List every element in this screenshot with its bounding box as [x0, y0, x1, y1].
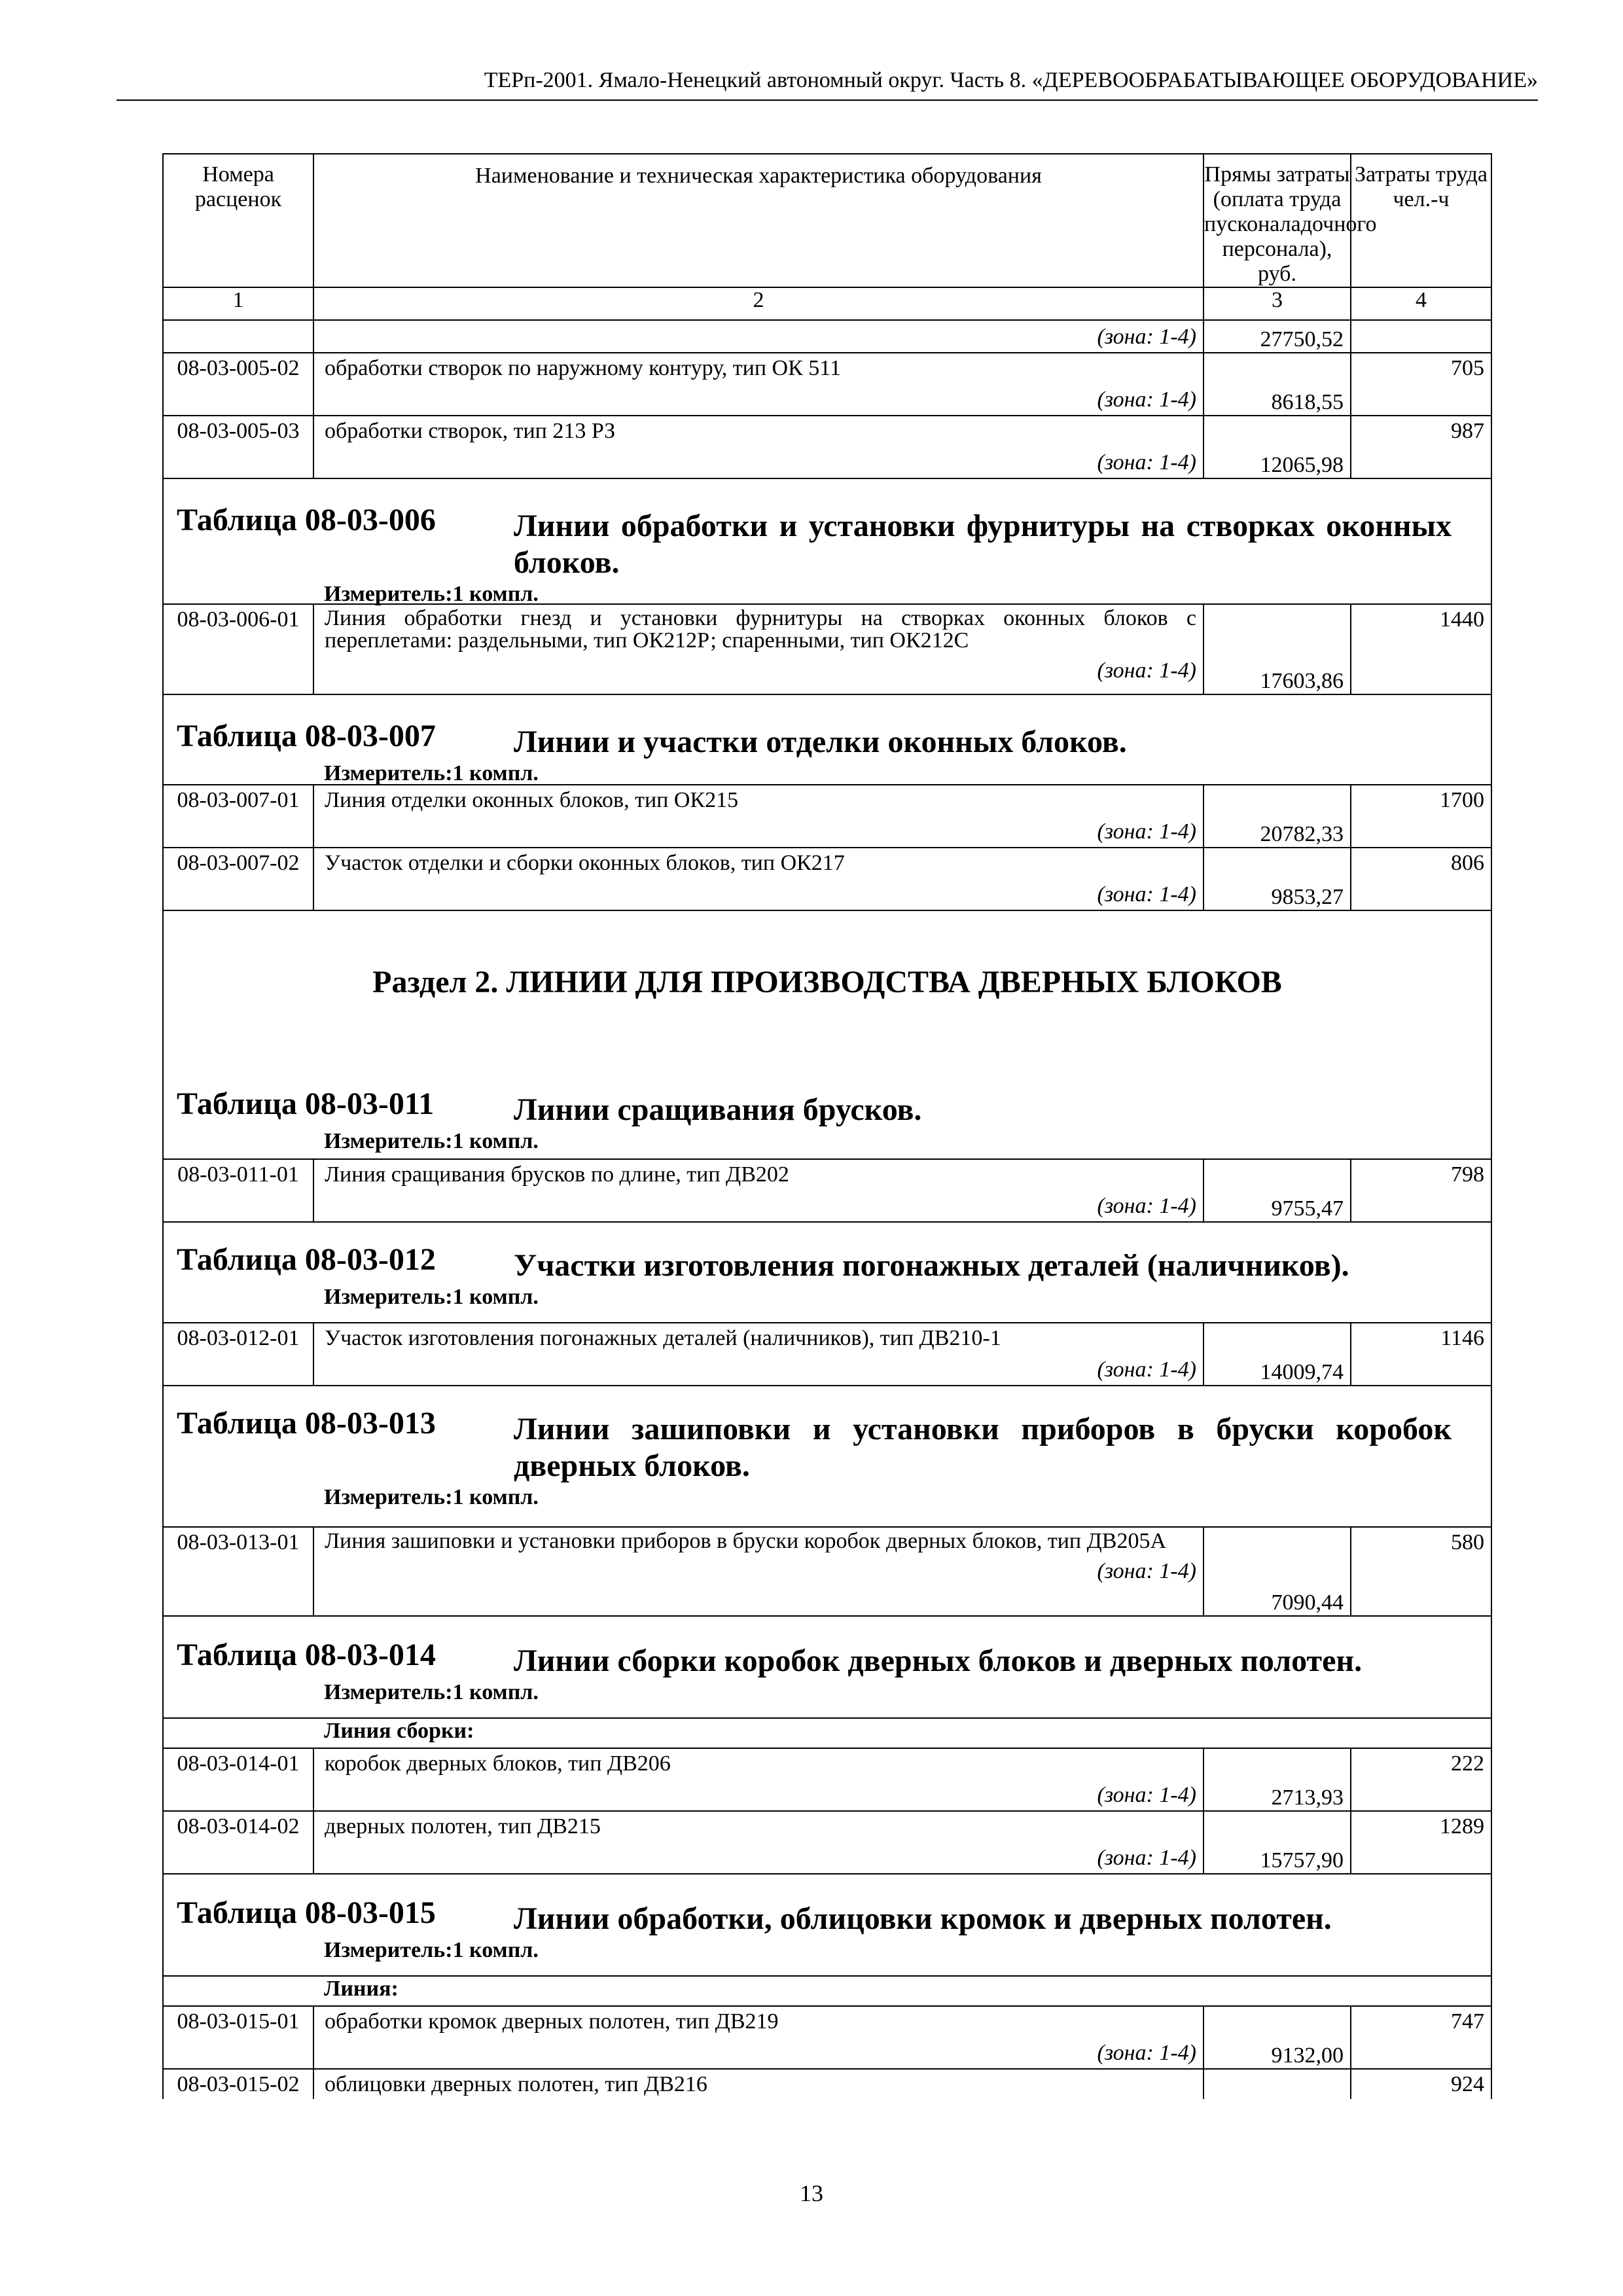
rate-labor: 747: [1351, 2006, 1491, 2069]
description-text: обработки створок по наружному контуру, тип ОК 511: [325, 356, 842, 380]
rate-code: 08-03-007-01: [163, 785, 313, 848]
rate-cost: 8618,55: [1204, 353, 1351, 416]
description-text: коробок дверных блоков, тип ДВ206: [325, 1751, 671, 1776]
rate-description: [313, 1159, 1204, 1222]
rate-labor: 1700: [1351, 785, 1491, 848]
rate-code: 08-03-014-02: [163, 1811, 313, 1874]
rate-code: [163, 320, 313, 353]
table-title-block: [163, 1222, 1491, 1323]
table-title-block: [163, 1386, 1491, 1527]
column-number: 4: [1351, 287, 1491, 320]
column-header-name: Наименование и техническая характеристика оборудования: [313, 154, 1204, 287]
rate-description: [313, 320, 1204, 353]
table-number: Таблица 08-03-011: [177, 1086, 435, 1121]
rate-labor: 222: [1351, 1748, 1491, 1811]
measure-unit: Измеритель:1 компл.: [324, 1285, 539, 1309]
rate-labor: 705: [1351, 353, 1491, 416]
rate-labor: 987: [1351, 416, 1491, 478]
rates-table: [162, 153, 1492, 2099]
table-title: Линии зашиповки и установки приборов в бруски коробок дверных блоков.: [514, 1412, 1452, 1483]
zone-label: (зона: 1-4): [1097, 1194, 1196, 1218]
description-text: Линия зашиповки и установки приборов в бруски коробок дверных блоков, тип ДВ205А: [325, 1529, 1167, 1553]
rate-cost: 15757,90: [1204, 1811, 1351, 1874]
table-header-row: [163, 154, 1491, 287]
rate-cost: [1204, 2069, 1351, 2099]
description-text: Участок изготовления погонажных деталей (наличников), тип ДВ210-1: [325, 1326, 1001, 1350]
column-number: 2: [313, 287, 1204, 320]
rate-description: [313, 1748, 1204, 1811]
table-title-block: [163, 478, 1491, 604]
table-row: [163, 2006, 1491, 2069]
table-title: Линии обработки и установки фурнитуры на створках оконных блоков.: [514, 509, 1452, 580]
table-title-block: [163, 1874, 1491, 1976]
rate-description: [313, 1527, 1204, 1616]
description-text: Участок отделки и сборки оконных блоков, тип ОК217: [325, 851, 845, 875]
rate-labor: 798: [1351, 1159, 1491, 1222]
section-block: [163, 910, 1491, 1159]
description-text: обработки створок, тип 213 РЗ: [325, 419, 616, 443]
rate-code: 08-03-005-03: [163, 416, 313, 478]
measure-unit: Измеритель:1 компл.: [324, 1485, 539, 1509]
table-row: [163, 416, 1491, 478]
rate-code: 08-03-005-02: [163, 353, 313, 416]
rate-code: 08-03-012-01: [163, 1323, 313, 1386]
zone-label: (зона: 1-4): [1097, 325, 1196, 349]
zone-label: (зона: 1-4): [1097, 1559, 1196, 1583]
rate-labor: 1440: [1351, 604, 1491, 694]
rate-labor: [1351, 320, 1491, 353]
zone-label: (зона: 1-4): [1097, 387, 1196, 412]
rate-labor: 924: [1351, 2069, 1491, 2099]
rate-description: [313, 785, 1204, 848]
table-row: [163, 848, 1491, 910]
table-row: [163, 320, 1491, 353]
measure-unit: Измеритель:1 компл.: [324, 1938, 539, 1962]
rate-code: 08-03-015-02: [163, 2069, 313, 2099]
column-number: 1: [163, 287, 313, 320]
description-text: Линия отделки оконных блоков, тип ОК215: [325, 788, 739, 812]
rate-cost: 12065,98: [1204, 416, 1351, 478]
table-row: [163, 1323, 1491, 1386]
rate-code: 08-03-015-01: [163, 2006, 313, 2069]
zone-label: (зона: 1-4): [1097, 1783, 1196, 1807]
rate-labor: 1146: [1351, 1323, 1491, 1386]
table-number: Таблица 08-03-013: [177, 1406, 436, 1441]
rate-cost: 7090,44: [1204, 1527, 1351, 1616]
column-number: 3: [1204, 287, 1351, 320]
table-title: Линии обработки, облицовки кромок и дверных полотен.: [514, 1901, 1332, 1936]
rate-labor: 1289: [1351, 1811, 1491, 1874]
rate-code: 08-03-007-02: [163, 848, 313, 910]
table-title: Участки изготовления погонажных деталей (наличников).: [514, 1248, 1349, 1283]
description-text: обработки кромок дверных полотен, тип ДВ219: [325, 2009, 779, 2034]
rate-labor: 580: [1351, 1527, 1491, 1616]
zone-label: (зона: 1-4): [1097, 2041, 1196, 2065]
rate-cost: 9755,47: [1204, 1159, 1351, 1222]
measure-unit: Измеритель:1 компл.: [324, 761, 539, 785]
rate-labor: 806: [1351, 848, 1491, 910]
rate-code: 08-03-014-01: [163, 1748, 313, 1811]
subheading: Линия сборки:: [163, 1718, 1491, 1748]
column-numbers-row: [163, 287, 1491, 320]
zone-label: (зона: 1-4): [1097, 819, 1196, 844]
measure-unit: Измеритель:1 компл.: [324, 582, 539, 606]
table-number: Таблица 08-03-012: [177, 1242, 436, 1277]
subheading-row: [163, 1718, 1491, 1748]
rate-description: [313, 1811, 1204, 1874]
rate-code: 08-03-006-01: [163, 604, 313, 694]
measure-unit: Измеритель:1 компл.: [324, 1129, 539, 1153]
description-text: облицовки дверных полотен, тип ДВ216: [325, 2072, 707, 2096]
rate-cost: 17603,86: [1204, 604, 1351, 694]
rate-code: 08-03-013-01: [163, 1527, 313, 1616]
rate-description: [313, 353, 1204, 416]
table-row: [163, 785, 1491, 848]
table-row: [163, 1159, 1491, 1222]
zone-label: (зона: 1-4): [1097, 1357, 1196, 1382]
rate-cost: 14009,74: [1204, 1323, 1351, 1386]
table-row: [163, 604, 1491, 694]
table-row: [163, 353, 1491, 416]
table-number: Таблица 08-03-006: [177, 503, 436, 537]
table-title-block: [163, 1616, 1491, 1718]
zone-label: (зона: 1-4): [1097, 882, 1196, 906]
rate-description: [313, 2069, 1204, 2099]
zone-label: (зона: 1-4): [1097, 1846, 1196, 1870]
table-title: Линии сращивания брусков.: [514, 1092, 922, 1127]
rate-code: 08-03-011-01: [163, 1159, 313, 1222]
rate-cost: 2713,93: [1204, 1748, 1351, 1811]
subheading-row: [163, 1976, 1491, 2006]
table-row: [163, 2069, 1491, 2099]
table-title-block: [163, 694, 1491, 785]
rate-description: [313, 848, 1204, 910]
table-number: Таблица 08-03-014: [177, 1638, 436, 1672]
page-number: 13: [800, 2180, 823, 2206]
column-header-codes: Номера расценок: [163, 154, 313, 287]
table-row: [163, 1748, 1491, 1811]
table-title: Линии сборки коробок дверных блоков и дверных полотен.: [514, 1643, 1363, 1678]
page-header: ТЕРп-2001. Ямало-Ненецкий автономный округ. Часть 8. «ДЕРЕВООБРАБАТЫВАЮЩЕЕ ОБОРУДОВАНИЕ»: [116, 68, 1538, 101]
table-number: Таблица 08-03-015: [177, 1895, 436, 1930]
description-text: Линия обработки гнезд и установки фурнитуры на створках оконных блоков с переплетами: раздельными, тип ОК212Р; спаренными, тип ОК212С: [325, 606, 1196, 653]
description-text: Линия сращивания брусков по длине, тип ДВ202: [325, 1162, 789, 1187]
rate-cost: 20782,33: [1204, 785, 1351, 848]
description-text: дверных полотен, тип ДВ215: [325, 1814, 601, 1839]
table-title: Линии и участки отделки оконных блоков.: [514, 725, 1127, 759]
subheading: Линия:: [163, 1976, 1491, 2006]
column-header-labor: Затраты труда чел.-ч: [1351, 154, 1491, 287]
table-number: Таблица 08-03-007: [177, 719, 436, 753]
rate-cost: 9853,27: [1204, 848, 1351, 910]
rate-description: [313, 2006, 1204, 2069]
rate-description: [313, 416, 1204, 478]
rate-cost: 9132,00: [1204, 2006, 1351, 2069]
zone-label: (зона: 1-4): [1097, 450, 1196, 475]
column-header-cost: Прямы затраты (оплата труда пусконаладочного персонала), руб.: [1204, 154, 1351, 287]
table-row: [163, 1527, 1491, 1616]
rate-description: [313, 604, 1204, 694]
rate-cost: 27750,52: [1204, 320, 1351, 353]
zone-label: (зона: 1-4): [1097, 658, 1196, 683]
rate-description: [313, 1323, 1204, 1386]
table-row: [163, 1811, 1491, 1874]
section-title: Раздел 2. ЛИНИИ ДЛЯ ПРОИЗВОДСТВА ДВЕРНЫХ БЛОКОВ: [372, 965, 1282, 999]
measure-unit: Измеритель:1 компл.: [324, 1680, 539, 1704]
